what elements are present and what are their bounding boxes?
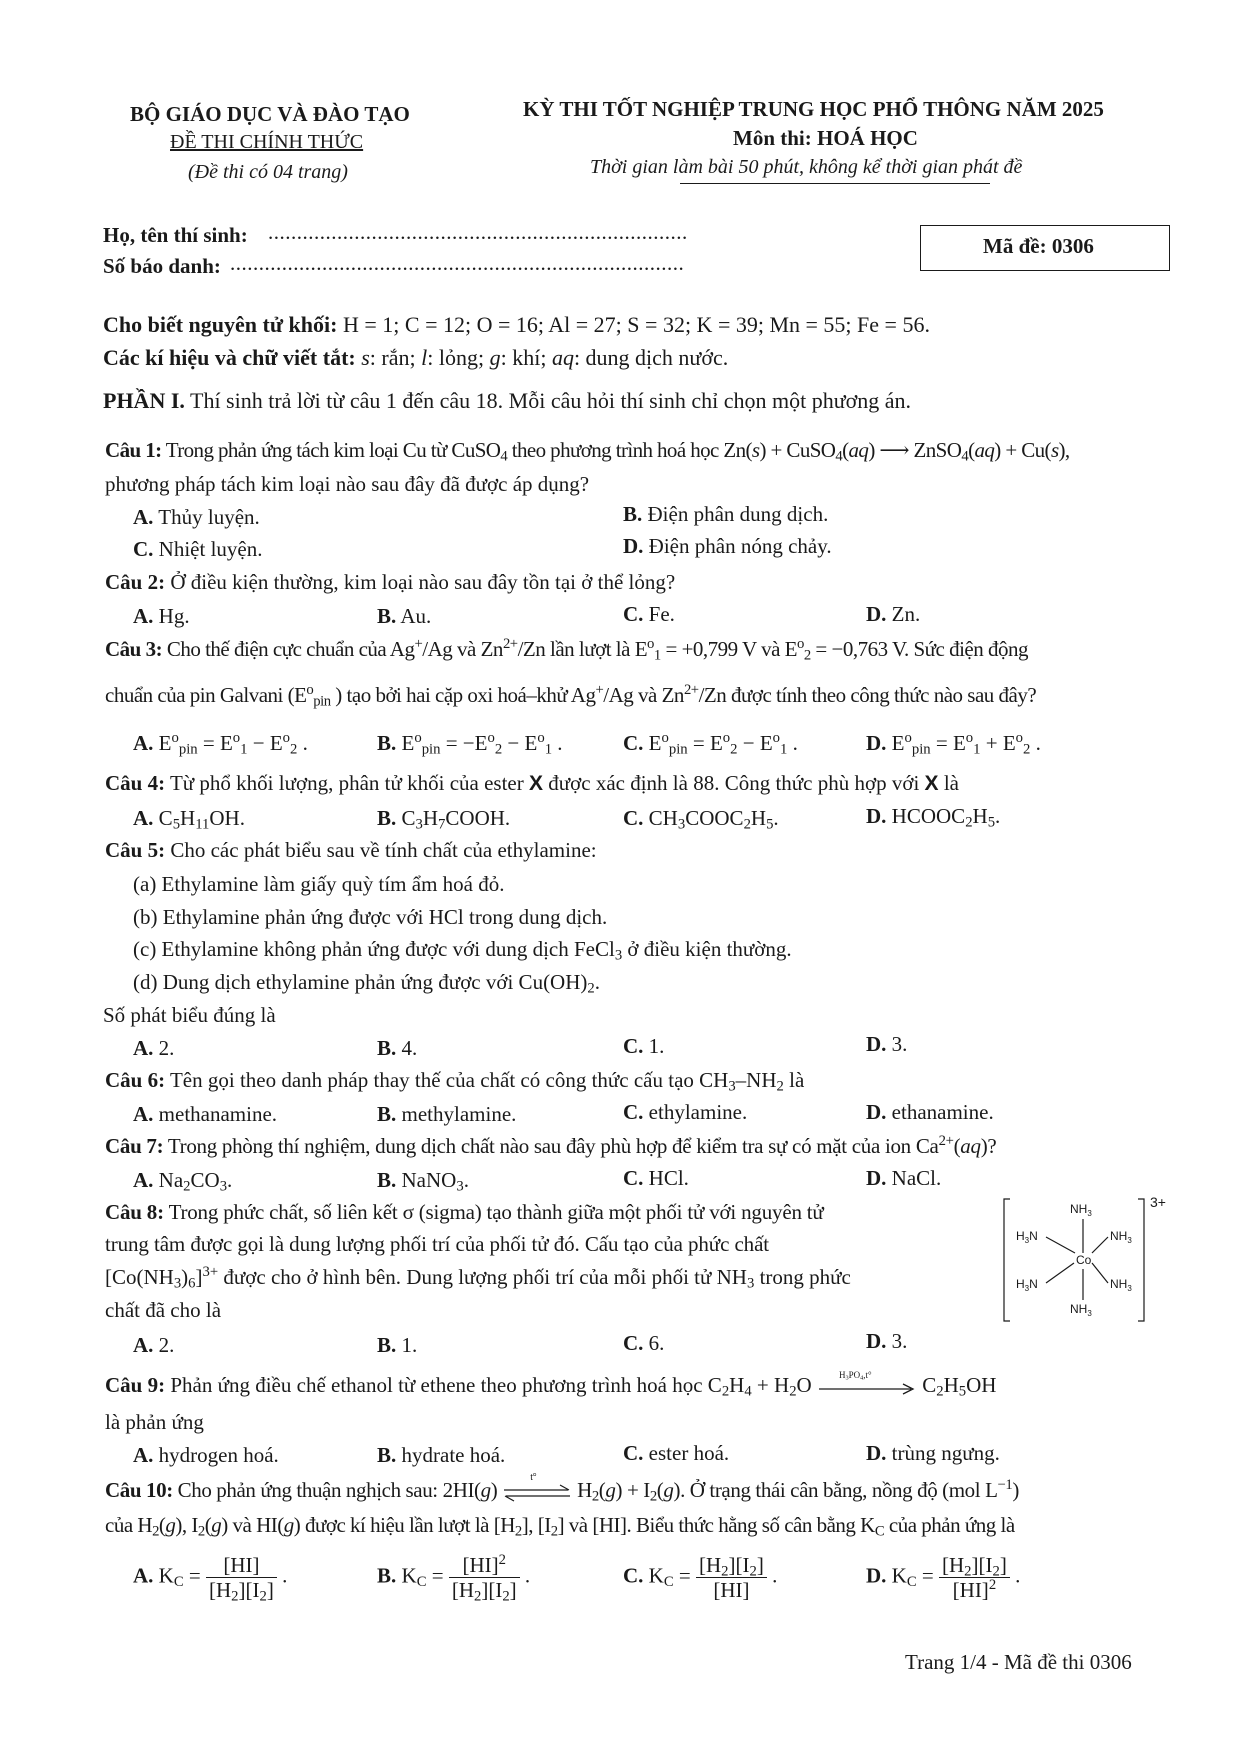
q7-label: Câu 7:	[105, 1134, 164, 1158]
q9-line2: là phản ứng	[105, 1410, 204, 1434]
q4-x-1: X	[529, 772, 544, 795]
q7-c-text: HCl.	[648, 1166, 689, 1190]
q9-b-text: hydrate hoá.	[401, 1443, 506, 1467]
q3-line2: chuẩn của pin Galvani ($E^o_{pin}$ ) tạo bởi hai cặp oxi hoá–khử Ag+/Ag và $Zn^{2+}/Zn$ được tính theo công thức nào sau đây?	[105, 681, 1037, 710]
q8-a-text: 2.	[158, 1333, 175, 1357]
q8-line1-text: Trong phức chất, số liên kết σ (sigma) tạo thành giữa một phối tử với nguyên tử	[168, 1200, 824, 1224]
q10-option-b[interactable]: B. $K_C$ = $\frac{[HI]^2}{[H_2][I_2]}$ .	[377, 1551, 531, 1605]
atomic-mass-label: Cho biết nguyên tử khối:	[103, 312, 338, 337]
left-bracket	[1004, 1199, 1010, 1321]
q4-line	[105, 771, 959, 796]
catalyst-arrow	[817, 1370, 917, 1396]
q9-option-b[interactable]: B. hydrate hoá.	[377, 1443, 506, 1467]
q5-d-prefix: (d) Dung dịch ethylamine phản ứng được với Cu(OH)	[133, 970, 588, 994]
q6-option-a[interactable]: A. methanamine.	[133, 1102, 278, 1126]
q8-line2: trung tâm được gọi là dung lượng phối trí của phối tử đó. Cấu tạo của phức chất	[105, 1232, 770, 1256]
part-one-instruction	[103, 388, 911, 414]
time-note: Thời gian làm bài 50 phút, không kể thời gian phát đề	[590, 156, 1023, 178]
q5-c-text: 1.	[648, 1034, 665, 1058]
q10-label: Câu 10:	[105, 1478, 173, 1502]
q1-line2: phương pháp tách kim loại nào sau đây đã được áp dụng?	[105, 472, 590, 496]
ligand-lower-right: $NH_3$	[1110, 1277, 1132, 1293]
q3-option-a[interactable]: A. $E^o_{pin} = E^o_1 - E^o_2$ .	[133, 729, 308, 758]
q5-b-text: 4.	[401, 1036, 418, 1060]
ligand-top: $NH_3$	[1070, 1202, 1092, 1218]
q1-option-c[interactable]: C. Nhiệt luyện.	[133, 537, 263, 561]
exam-code: Mã đề: 0306	[983, 234, 1094, 258]
q9-line1: Câu 9: Phản ứng điều chế ethanol từ ethene theo phương trình hoá học $C_2H_4 + H_2O$ $H_3PO_4,t^\circ$ $C_2H_5OH$	[105, 1370, 997, 1400]
q5-option-b[interactable]: B. 4.	[377, 1036, 418, 1060]
q4-text-b: được xác định là 88. Công thức phù hợp với	[543, 771, 925, 795]
q3-option-b[interactable]: B. $E^o_{pin} = -E^o_2 - E^o_1$ .	[377, 729, 563, 758]
q5-option-a[interactable]: A. 2.	[133, 1036, 175, 1060]
q5-statement-d: (d) Dung dịch ethylamine phản ứng được với $Cu(OH)_2$.	[133, 970, 600, 997]
equilibrium-arrow	[502, 1472, 572, 1502]
q4-option-c[interactable]: C. $CH_3COOC_2H_5$.	[623, 806, 779, 833]
q2-c-text: Fe.	[648, 602, 675, 626]
q1-label: Câu 1:	[105, 438, 162, 462]
q5-a-text: 2.	[158, 1036, 175, 1060]
bond-upper-right	[1092, 1237, 1108, 1253]
q9-option-d[interactable]: D. trùng ngưng.	[866, 1441, 1000, 1465]
official-exam-label: ĐỀ THI CHÍNH THỨC	[170, 131, 364, 153]
q10-option-c[interactable]: C. $K_C$ = $\frac{[H_2][I_2]}{[HI]}$ .	[623, 1553, 778, 1603]
ministry-name: BỘ GIÁO DỤC VÀ ĐÀO TẠO	[130, 102, 410, 126]
q9-option-a[interactable]: A. hydrogen hoá.	[133, 1443, 279, 1467]
right-bracket	[1138, 1199, 1144, 1321]
q2-d-text: Zn.	[891, 602, 921, 626]
q4-option-d[interactable]: D. $HCOOC_2H_5$.	[866, 804, 1001, 831]
q5-line	[105, 838, 597, 863]
temperature-label: t°	[530, 1472, 537, 1484]
q8-d-text: 3.	[891, 1329, 908, 1353]
q8-b-text: 1.	[401, 1333, 418, 1357]
catalyst-label: $H_3PO_4,t^\circ$	[838, 1370, 872, 1382]
candidate-name-label: Họ, tên thí sinh:	[103, 223, 248, 247]
q1-line1: Câu 1: Trong phản ứng tách kim loại Cu từ CuSO$_4$ theo phương trình hoá học Zn(s) + CuSO$_4$(aq) ⟶ ZnSO$_4$(aq) + Cu(s),	[105, 438, 1070, 465]
abbreviation-line: Các kí hiệu và chữ viết tắt: s: rắn; l: lỏng; g: khí; aq: dung dịch nước.	[103, 345, 729, 370]
atomic-mass-values: H = 1; C = 12; O = 16; Al = 27; S = 32; K = 39; Mn = 55; Fe = 56.	[342, 312, 930, 337]
q6-option-b[interactable]: B. methylamine.	[377, 1102, 517, 1126]
bond-upper-left	[1046, 1237, 1075, 1253]
forward-arrow-icon	[817, 1380, 917, 1398]
q10-option-a[interactable]: A. $K_C$ = $\frac{[HI]}{[H_2][I_2]}$ .	[133, 1553, 288, 1605]
exam-title: KỲ THI TỐT NGHIỆP TRUNG HỌC PHỔ THÔNG NĂM 2025	[523, 97, 1104, 121]
q7-option-c[interactable]: C. HCl.	[623, 1166, 689, 1190]
q6-a-text: methanamine.	[158, 1102, 278, 1126]
subject-title: Môn thi: HOÁ HỌC	[733, 126, 918, 150]
q10-line1: Câu 10: Cho phản ứng thuận nghịch sau: 2HI(g) t° $H_2(g) + I_2(g)$. Ở trạng thái cân bằng, nồng độ (mol $L^{-1}$)	[105, 1472, 1019, 1505]
ligand-upper-left: $H_3N$	[1016, 1229, 1038, 1245]
q9-d-text: trùng ngưng.	[891, 1441, 1000, 1465]
q6-label: Câu 6:	[105, 1068, 166, 1092]
q5-option-d[interactable]: D. 3.	[866, 1032, 908, 1056]
q8-line1	[105, 1200, 824, 1225]
q2-option-d[interactable]: D. Zn.	[866, 602, 921, 626]
q8-c-text: 6.	[648, 1331, 665, 1355]
q4-option-a[interactable]: A. $C_5H_{11}OH$.	[133, 806, 245, 833]
q6-c-text: ethylamine.	[648, 1100, 748, 1124]
ligand-upper-right: $NH_3$	[1110, 1229, 1132, 1245]
title-underline	[680, 183, 990, 184]
bond-lower-left	[1046, 1263, 1074, 1283]
q1-b-text: Điện phân dung dịch.	[647, 502, 829, 526]
q2-option-a[interactable]: A. Hg.	[133, 604, 190, 628]
q5-statement-c: (c) Ethylamine không phản ứng được với dung dịch FeCl$_3$ ở điều kiện thường.	[133, 937, 792, 964]
q9-c-text: ester hoá.	[648, 1441, 730, 1465]
cobalt-complex-structure-figure	[1000, 1195, 1170, 1325]
q4-text-c: là	[938, 771, 959, 795]
q1-option-d[interactable]: D. Điện phân nóng chảy.	[623, 534, 832, 558]
q2-text: Ở điều kiện thường, kim loại nào sau đây tồn tại ở thể lỏng?	[170, 570, 676, 594]
q8-option-d[interactable]: D. 3.	[866, 1329, 908, 1353]
page-footer: Trang 1/4 - Mã đề thi 0306	[905, 1650, 1132, 1674]
q8-option-b[interactable]: B. 1.	[377, 1333, 418, 1357]
bond-lower-right	[1092, 1263, 1108, 1283]
q5-count-prompt: Số phát biểu đúng là	[103, 1003, 276, 1027]
part-text: Thí sinh trả lời từ câu 1 đến câu 18. Mỗi câu hỏi thí sinh chỉ chọn một phương án.	[190, 388, 912, 413]
q8-line4: chất đã cho là	[105, 1298, 222, 1322]
q7-option-a[interactable]: A. $Na_2CO_3$.	[133, 1168, 233, 1195]
q5-text: Cho các phát biểu sau về tính chất của ethylamine:	[170, 838, 597, 862]
q5-label: Câu 5:	[105, 838, 166, 862]
complex-charge: 3+	[1150, 1195, 1166, 1210]
abbreviation-label: Các kí hiệu và chữ viết tắt:	[103, 345, 356, 370]
q5-d-text: 3.	[891, 1032, 908, 1056]
q4-option-b[interactable]: B. $C_3H_7COOH$.	[377, 806, 511, 833]
q7-option-d[interactable]: D. NaCl.	[866, 1166, 942, 1190]
q1-d-text: Điện phân nóng chảy.	[648, 534, 832, 558]
q10-option-d[interactable]: D. $K_C$ = $\frac{[H_2][I_2]}{[HI]^2}$ .	[866, 1553, 1021, 1603]
q2-b-text: Au.	[400, 604, 432, 628]
q5-option-c[interactable]: C. 1.	[623, 1034, 665, 1058]
q3-option-d[interactable]: D. $E^o_{pin} = E^o_1 + E^o_2$ .	[866, 729, 1041, 758]
q1-a-text: Thủy luyện.	[158, 505, 260, 529]
q6-d-text: ethanamine.	[891, 1100, 994, 1124]
q4-label: Câu 4:	[105, 771, 166, 795]
pages-note: (Đề thi có 04 trang)	[188, 161, 348, 183]
q1-option-a[interactable]: A. Thủy luyện.	[133, 505, 260, 529]
q4-text-a: Từ phổ khối lượng, phân tử khối của ester	[169, 771, 529, 795]
ligand-lower-left: $H_3N$	[1016, 1277, 1038, 1293]
center-atom: Co	[1076, 1253, 1092, 1267]
q8-option-c[interactable]: C. 6.	[623, 1331, 665, 1355]
q5-statement-b: (b) Ethylamine phản ứng được với HCl trong dung dịch.	[133, 905, 608, 929]
q4-x-2: X	[924, 772, 939, 795]
q2-option-b[interactable]: B. Au.	[377, 604, 432, 628]
q3-line1: Câu 3: Cho thế điện cực chuẩn của Ag+/Ag và $Zn^{2+}/Zn$ lần lượt là $E^o_1 = +0,799$ V và $E^o_2 = -0,763$ V. Sức điện động	[105, 635, 1028, 664]
q7-d-text: NaCl.	[891, 1166, 942, 1190]
q2-label: Câu 2:	[105, 570, 166, 594]
q7-option-b[interactable]: B. NaNO$_3$.	[377, 1168, 469, 1195]
q3-option-c[interactable]: C. $E^o_{pin} = E^o_2 - E^o_1$ .	[623, 729, 798, 758]
q6-option-d[interactable]: D. ethanamine.	[866, 1100, 994, 1124]
q5-statement-a: (a) Ethylamine làm giấy quỳ tím ẩm hoá đỏ.	[133, 872, 505, 896]
ligand-bottom: $NH_3$	[1070, 1302, 1092, 1318]
q7-line: Câu 7: Trong phòng thí nghiệm, dung dịch chất nào sau đây phù hợp để kiểm tra sự có mặt của ion $Ca^{2+}(aq)$?	[105, 1132, 997, 1158]
candidate-name-dots: .........................................................................	[268, 220, 688, 244]
q3-label: Câu 3:	[105, 637, 163, 661]
exam-code-box	[920, 225, 1170, 271]
q1-c-text: Nhiệt luyện.	[158, 537, 263, 561]
q6-b-text: methylamine.	[401, 1102, 517, 1126]
q2-option-c[interactable]: C. Fe.	[623, 602, 675, 626]
q2-a-text: Hg.	[158, 604, 190, 628]
q2-line	[105, 570, 675, 595]
part-label: PHẦN I.	[103, 388, 185, 413]
q8-option-a[interactable]: A. 2.	[133, 1333, 175, 1357]
q6-line: Câu 6: Tên gọi theo danh pháp thay thế của chất có công thức cấu tạo $CH_3-NH_2$ là	[105, 1068, 805, 1095]
q10-line2: của $H_2(g)$, $I_2(g)$ và HI(g) được kí hiệu lần lượt là $[H_2]$, $[I_2]$ và [HI]. Biểu thức hằng số cân bằng $K_C$ của phản ứng là	[105, 1513, 1015, 1540]
q1-option-b[interactable]: B. Điện phân dung dịch.	[623, 502, 829, 526]
atomic-mass-line	[103, 312, 930, 338]
q9-option-c[interactable]: C. ester hoá.	[623, 1441, 730, 1465]
candidate-id-label: Số báo danh:	[103, 254, 221, 278]
q8-label: Câu 8:	[105, 1200, 164, 1224]
q9-a-text: hydrogen hoá.	[158, 1443, 279, 1467]
q8-line3: $[Co(NH_3)_6]^{3+}$ được cho ở hình bên. Dung lượng phối trí của mỗi phối tử $NH_3$ trong phức	[105, 1263, 851, 1292]
equilibrium-arrow-icon	[502, 1483, 572, 1503]
candidate-id-dots: ...............................................................................	[230, 251, 685, 275]
q6-option-c[interactable]: C. ethylamine.	[623, 1100, 748, 1124]
q9-label: Câu 9:	[105, 1373, 166, 1397]
